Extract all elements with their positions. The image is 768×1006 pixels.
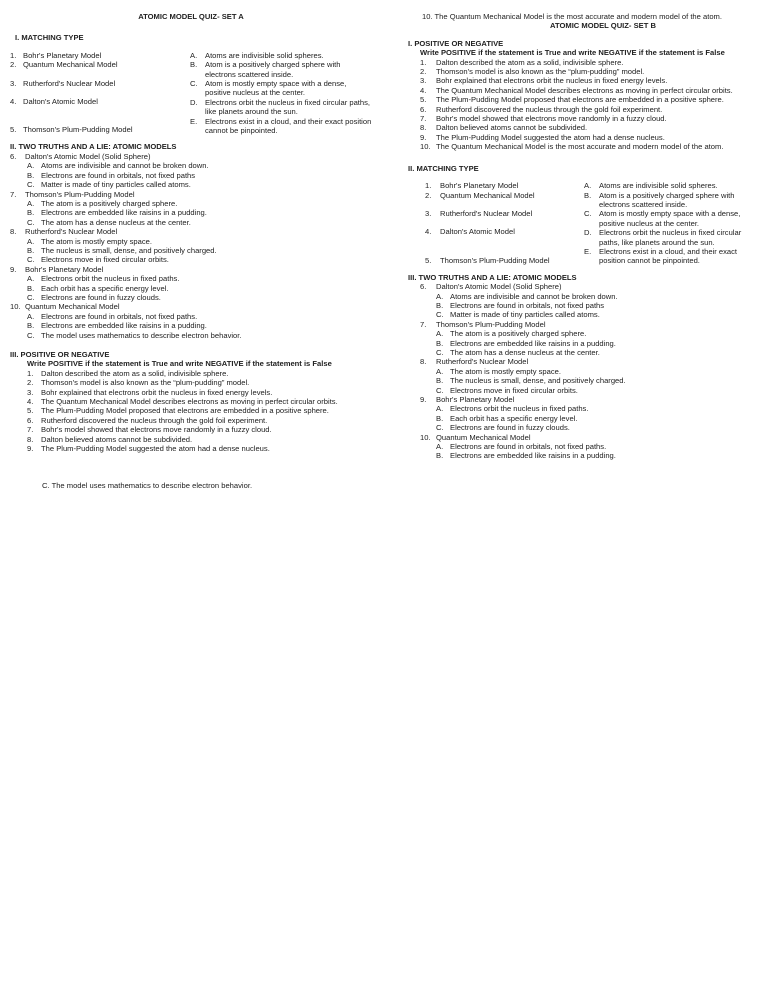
pn-item: 10. The Quantum Mechanical Model is the most accurate and modern model of the atom. <box>420 142 724 152</box>
set-b-matching-left <box>425 181 584 266</box>
matching-left-item: 1. Bohr's Planetary Model <box>10 50 102 60</box>
set-a-column <box>10 0 372 491</box>
ttl-item: 6. Dalton's Atomic Model (Solid Sphere) A. Atoms are indivisible and cannot be broken down. B. Electrons are found in orbitals, not fixed paths C. Matter is made of tiny particles called atoms. <box>420 282 758 320</box>
matching-left-item: 5. Thomson's Plum-Pudding Model <box>10 125 133 135</box>
pn-item: 2. Thomson's model is also known as the “plum-pudding” model. <box>27 378 250 388</box>
pn-item: 2. Thomson's model is also known as the “plum-pudding” model. <box>420 67 645 77</box>
ttl-option: A. Electrons orbit the nucleus in fixed paths. <box>27 274 180 284</box>
pn-item: 5. The Plum-Pudding Model proposed that electrons are embedded in a positive sphere. <box>27 406 329 416</box>
ttl-option: B. Electrons are embedded like raisins in a pudding. <box>27 208 207 218</box>
ttl-item: 10. Quantum Mechanical Model A. Electrons are found in orbitals, not fixed paths. B. Electrons are embedded like raisins in a pudding. <box>420 433 758 461</box>
ttl-option: B. Electrons are embedded like raisins in a pudding. <box>27 321 207 331</box>
pn-item: 4. The Quantum Mechanical Model describes electrons as moving in perfect circular orbits. <box>420 85 733 95</box>
ttl-option: C. The model uses mathematics to describe electron behavior. <box>27 330 242 340</box>
set-a-pn-list <box>10 369 357 454</box>
ttl-option: B. Electrons are found in orbitals, not fixed paths <box>27 170 196 180</box>
matching-left-item: 5. Thomson's Plum-Pudding Model <box>425 255 550 265</box>
set-a-matching-left <box>10 51 190 136</box>
ttl-option: A. Atoms are indivisible and cannot be broken down. <box>436 291 618 301</box>
ttl-option: A. Electrons orbit the nucleus in fixed paths. <box>436 404 589 414</box>
ttl-option: A. The atom is a positively charged sphere. <box>27 198 178 208</box>
ttl-item: 9. Bohr's Planetary Model A. Electrons orbit the nucleus in fixed paths. B. Each orbit has a specific energy level. C. Electrons are found in fuzzy clouds. <box>10 265 372 303</box>
set-a-ttl-title: II. TWO TRUTHS AND A LIE: ATOMIC MODELS <box>10 142 177 152</box>
ttl-item: 8. Rutherford's Nuclear Model A. The atom is mostly empty space. B. The nucleus is small, dense, and positively charged. C. Electrons move in fixed circular orbits. <box>420 357 758 395</box>
ttl-option: B. Each orbit has a specific energy level. <box>27 283 169 293</box>
ttl-option: A. The atom is mostly empty space. <box>436 366 561 376</box>
set-b-pn-instruction: Write POSITIVE if the statement is True and write NEGATIVE if the statement is False <box>420 48 725 58</box>
matching-right-item: C. Atom is mostly empty space with a dense, positive nucleus at the center. <box>190 79 347 98</box>
set-a-pn-title: III. POSITIVE OR NEGATIVE <box>10 350 110 359</box>
set-b-title: ATOMIC MODEL QUIZ- SET B <box>550 21 656 31</box>
pn-item: 7. Bohr's model showed that electrons move randomly in a fuzzy cloud. <box>420 114 667 124</box>
pn-item: 6. Rutherford discovered the nucleus through the gold foil experiment. <box>27 415 268 425</box>
pn-item: 4. The Quantum Mechanical Model describes electrons as moving in perfect circular orbits. <box>27 397 338 407</box>
matching-right-item: E. Electrons exist in a cloud, and their exact position cannot be pinpointed. <box>584 246 738 266</box>
matching-left-item: 4. Dalton's Atomic Model <box>10 97 98 107</box>
ttl-option: B. Electrons are embedded like raisins in a pudding. <box>436 451 616 461</box>
ttl-item: 9. Bohr's Planetary Model A. Electrons orbit the nucleus in fixed paths. B. Each orbit has a specific energy level. C. Electrons are found in fuzzy clouds. <box>420 395 758 433</box>
ttl-option: B. Electrons are found in orbitals, not fixed paths <box>436 300 605 310</box>
pn-item: 9. The Plum-Pudding Model suggested the atom had a dense nucleus. <box>27 444 270 454</box>
pn-item: 7. Bohr's model showed that electrons move randomly in a fuzzy cloud. <box>27 425 272 435</box>
set-b-matching-title: II. MATCHING TYPE <box>408 163 479 173</box>
ttl-option: C. Electrons move in fixed circular orbits. <box>27 255 169 265</box>
pn-item: 3. Bohr explained that electrons orbit the nucleus in fixed energy levels. <box>27 387 273 397</box>
ttl-option: C. Electrons are found in fuzzy clouds. <box>27 292 161 302</box>
pn-item: 1. Dalton described the atom as a solid, indivisible sphere. <box>420 57 624 67</box>
matching-left-item: 2. Quantum Mechanical Model <box>10 60 118 70</box>
pn-item: 3. Bohr explained that electrons orbit the nucleus in fixed energy levels. <box>420 76 668 86</box>
set-a-ttl-list <box>10 152 372 340</box>
matching-right-item: B. Atom is a positively charged sphere with electrons scattered inside. <box>190 60 341 79</box>
ttl-option: C. Matter is made of tiny particles called atoms. <box>27 180 191 190</box>
ttl-item: 8. Rutherford's Nuclear Model A. The atom is mostly empty space. B. The nucleus is small, dense, and positively charged. C. Electrons move in fixed circular orbits. <box>10 227 372 265</box>
matching-right-item: A. Atoms are indivisible solid spheres. <box>584 181 718 191</box>
stray-option-line: C. The model uses mathematics to describe electron behavior. <box>42 481 253 491</box>
set-a-matching-title: I. MATCHING TYPE <box>15 33 84 43</box>
set-b-ttl-title: III. TWO TRUTHS AND A LIE: ATOMIC MODELS <box>408 272 577 282</box>
set-a-title: ATOMIC MODEL QUIZ- SET A <box>138 12 244 21</box>
set-b-matching <box>408 181 758 266</box>
set-b-matching-right <box>584 181 758 266</box>
set-b-ttl-list <box>408 282 758 461</box>
pn-item: 8. Dalton believed atoms cannot be subdivided. <box>27 434 193 444</box>
set-b-pn-title: I. POSITIVE OR NEGATIVE <box>408 38 504 48</box>
ttl-item: 7. Thomson's Plum-Pudding Model A. The atom is a positively charged sphere. B. Electrons are embedded like raisins in a pudding. C. The atom has a dense nucleus at the center. <box>10 190 372 228</box>
matching-right-item: E. Electrons exist in a cloud, and their exact position cannot be pinpointed. <box>190 116 372 136</box>
matching-right-item: C. Atom is mostly empty space with a dense, positive nucleus at the center. <box>584 209 741 228</box>
pn-item: 9. The Plum-Pudding Model suggested the atom had a dense nucleus. <box>420 132 665 142</box>
matching-left-item: 3. Rutherford's Nuclear Model <box>10 78 116 88</box>
matching-left-item: 3. Rutherford's Nuclear Model <box>425 208 533 218</box>
set-a-pn-instruction: Write POSITIVE if the statement is True and write NEGATIVE if the statement is False <box>27 359 332 369</box>
ttl-option: C. Matter is made of tiny particles called atoms. <box>436 310 600 320</box>
ttl-item: 7. Thomson's Plum-Pudding Model A. The atom is a positively charged sphere. B. Electrons are embedded like raisins in a pudding. C. The atom has a dense nucleus at the center. <box>420 320 758 358</box>
ttl-option: B. Each orbit has a specific energy level. <box>436 413 578 423</box>
ttl-option: C. Electrons are found in fuzzy clouds. <box>436 423 570 433</box>
matching-right-item: D. Electrons orbit the nucleus in fixed circular paths, like planets around the sun. <box>584 228 742 247</box>
set-a-matching <box>10 51 372 136</box>
ttl-option: B. The nucleus is small, dense, and positively charged. <box>27 245 217 255</box>
ttl-option: A. The atom is a positively charged sphere. <box>436 329 587 339</box>
ttl-option: A. Atoms are indivisible and cannot be broken down. <box>27 161 209 171</box>
carry-over-line: 10. The Quantum Mechanical Model is the most accurate and modern model of the atom. <box>422 12 722 21</box>
ttl-option: A. Electrons are found in orbitals, not fixed paths. <box>436 442 607 452</box>
ttl-option: B. Electrons are embedded like raisins in a pudding. <box>436 338 616 348</box>
matching-right-item: B. Atom is a positively charged sphere with electrons scattered inside. <box>584 190 735 209</box>
pn-item: 6. Rutherford discovered the nucleus through the gold foil experiment. <box>420 104 663 114</box>
ttl-option: C. Electrons move in fixed circular orbits. <box>436 385 578 395</box>
matching-left-item: 1. Bohr's Planetary Model <box>425 181 519 191</box>
pn-item: 1. Dalton described the atom as a solid, indivisible sphere. <box>27 368 229 378</box>
pn-item: 5. The Plum-Pudding Model proposed that electrons are embedded in a positive sphere. <box>420 95 724 105</box>
matching-right-item: D. Electrons orbit the nucleus in fixed circular paths, like planets around the sun. <box>190 97 371 117</box>
ttl-item: 6. Dalton's Atomic Model (Solid Sphere) A. Atoms are indivisible and cannot be broken down. B. Electrons are found in orbitals, not fixed paths C. Matter is made of tiny particles called atoms. <box>10 152 372 190</box>
set-b-pn-list <box>408 58 758 152</box>
pn-item: 8. Dalton believed atoms cannot be subdivided. <box>420 123 588 133</box>
ttl-item: 10. Quantum Mechanical Model A. Electrons are found in orbitals, not fixed paths. B. Electrons are embedded like raisins in a pudding. C. The model uses mathematics to describe electron behavior. <box>10 302 372 340</box>
ttl-option: C. The atom has a dense nucleus at the center. <box>27 217 191 227</box>
matching-left-item: 4. Dalton's Atomic Model <box>425 227 515 237</box>
ttl-option: A. Electrons are found in orbitals, not fixed paths. <box>27 311 198 321</box>
ttl-option: B. The nucleus is small, dense, and positively charged. <box>436 376 626 386</box>
set-a-matching-right <box>190 51 372 136</box>
set-b-column <box>408 0 758 461</box>
ttl-option: C. The atom has a dense nucleus at the center. <box>436 348 600 357</box>
matching-right-item: A. Atoms are indivisible solid spheres. <box>190 50 324 60</box>
ttl-option: A. The atom is mostly empty space. <box>27 236 152 246</box>
matching-left-item: 2. Quantum Mechanical Model <box>425 190 535 200</box>
